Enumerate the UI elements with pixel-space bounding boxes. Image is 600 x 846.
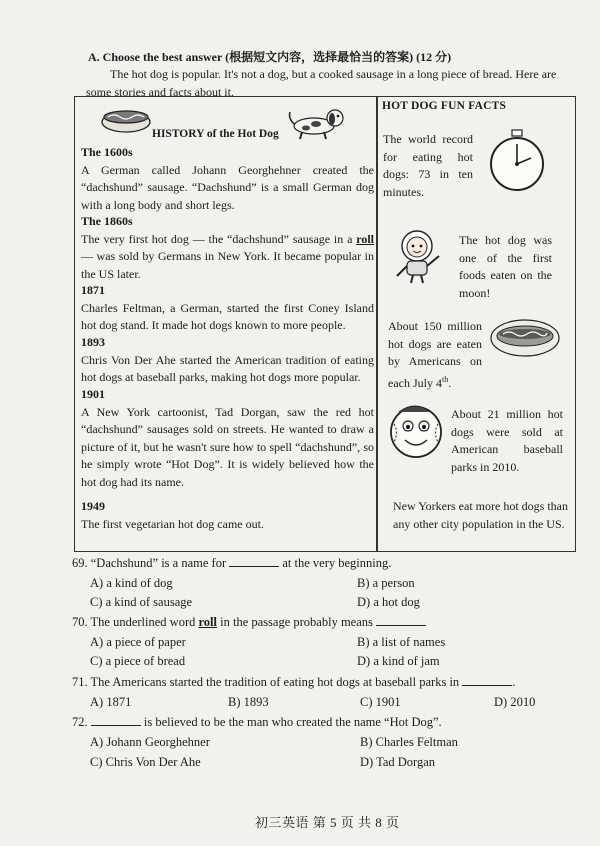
dachshund-icon (286, 104, 348, 142)
keyword-roll: roll (198, 615, 218, 629)
history-text: A New York cartoonist, Tad Dorgan, saw the red hot “dachshund” sausages sold on streets. He wanted to draw a picture of it, but he wasn't sure how to spell “dachshund”, so he simply wrote “Hot Dog”. It is widely believed how the hot dog had its name. (81, 404, 374, 489)
history-year: The 1600s (81, 145, 133, 159)
option-72-c[interactable]: C) Chris Von Der Ahe (90, 755, 201, 769)
option-70-c[interactable]: C) a piece of bread (90, 654, 186, 668)
option-69-a[interactable]: A) a kind of dog (90, 576, 173, 590)
answer-blank[interactable] (376, 625, 426, 626)
history-entry-1600s (81, 144, 374, 214)
hotdog-plate-icon (489, 312, 561, 360)
fact-moon: The hot dog was one of the first foods eaten on the moon! (459, 233, 552, 300)
history-year: 1893 (81, 335, 105, 349)
fact-baseball-parks: About 21 million hot dogs were sold at American baseball parks in 2010. (451, 407, 563, 474)
option-72-b[interactable]: B) Charles Feltman (360, 735, 458, 749)
stopwatch-icon (485, 128, 551, 194)
underlined-word-roll: roll (356, 231, 374, 246)
option-70-d[interactable]: D) a kind of jam (357, 654, 440, 668)
history-text: Charles Feltman, a German, started the first Coney Island hot dog stand. It made hot dogs known to more people. (81, 300, 374, 332)
option-72-d[interactable]: D) Tad Dorgan (360, 755, 436, 769)
history-entry-1860s (81, 213, 374, 283)
option-71-b[interactable]: B) 1893 (228, 695, 269, 709)
option-71-d[interactable]: D) 2010 (494, 695, 536, 709)
facts-title: HOT DOG FUN FACTS (382, 100, 507, 112)
history-entry-1893 (81, 334, 374, 387)
baseball-icon (385, 398, 447, 460)
question-72: 72. is believed to be the man who created the name “Hot Dog”. (72, 715, 442, 729)
option-69-c[interactable]: C) a kind of sausage (90, 595, 193, 609)
answer-blank[interactable] (91, 725, 141, 726)
intro-line-1: The hot dog is popular. It's not a dog, but a cooked sausage in a long piece of bread. Here are (110, 67, 557, 81)
history-text: A German called Johann Georghehner created the “dachshund” sausage. “Dachshund” is a small German dog with a long body and short legs. (81, 162, 374, 212)
option-70-b[interactable]: B) a list of names (357, 635, 446, 649)
option-69-b[interactable]: B) a person (357, 576, 415, 590)
history-year: The 1860s (81, 214, 133, 228)
option-71-c[interactable]: C) 1901 (360, 695, 401, 709)
history-year: 1901 (81, 387, 105, 401)
history-text: The very first hot dog — the “dachshund” sausage in a roll — was sold by Germans in New York. It became popular in the US later. (81, 231, 374, 281)
option-70-a[interactable]: A) a piece of paper (90, 635, 186, 649)
intro-line-2: some stories and facts about it. (86, 85, 234, 99)
hotdog-icon (100, 102, 152, 136)
astronaut-icon (387, 226, 447, 284)
answer-blank[interactable] (229, 566, 279, 567)
history-entry-1901 (81, 386, 374, 491)
history-title: HISTORY of the Hot Dog (152, 128, 279, 140)
question-70: 70. The underlined word roll in the passage probably means (72, 615, 426, 630)
option-69-d[interactable]: D) a hot dog (357, 595, 420, 609)
option-71-a[interactable]: A) 1871 (90, 695, 132, 709)
question-69: 69. “Dachshund” is a name for at the very beginning. (72, 556, 392, 570)
history-text: The first vegetarian hot dog came out. (81, 516, 264, 531)
fact-world-record: The world record for eating hot dogs: 73 in ten minutes. (383, 132, 473, 199)
option-72-a[interactable]: A) Johann Georghehner (90, 735, 210, 749)
answer-blank[interactable] (462, 685, 512, 686)
history-year: 1871 (81, 283, 105, 297)
section-title: A. Choose the best answer (根据短文内容，选择最恰当的答案) (12 分) (88, 50, 452, 64)
fact-july-4: About 150 million hot dogs are eaten by Americans on each July 4th. (388, 319, 482, 390)
history-entry-1949 (81, 498, 374, 533)
question-71: 71. The Americans started the tradition of eating hot dogs at baseball parks in . (72, 675, 516, 689)
history-text: Chris Von Der Ahe started the American tradition of eating hot dogs at baseball parks, making hot dogs more popular. (81, 352, 374, 384)
fact-new-yorkers: New Yorkers eat more hot dogs than any other city population in the US. (393, 499, 568, 531)
history-entry-1871 (81, 282, 374, 335)
column-divider (376, 96, 378, 552)
history-year: 1949 (81, 499, 105, 513)
page-footer: 初三英语 第 5 页 共 8 页 (255, 815, 400, 830)
